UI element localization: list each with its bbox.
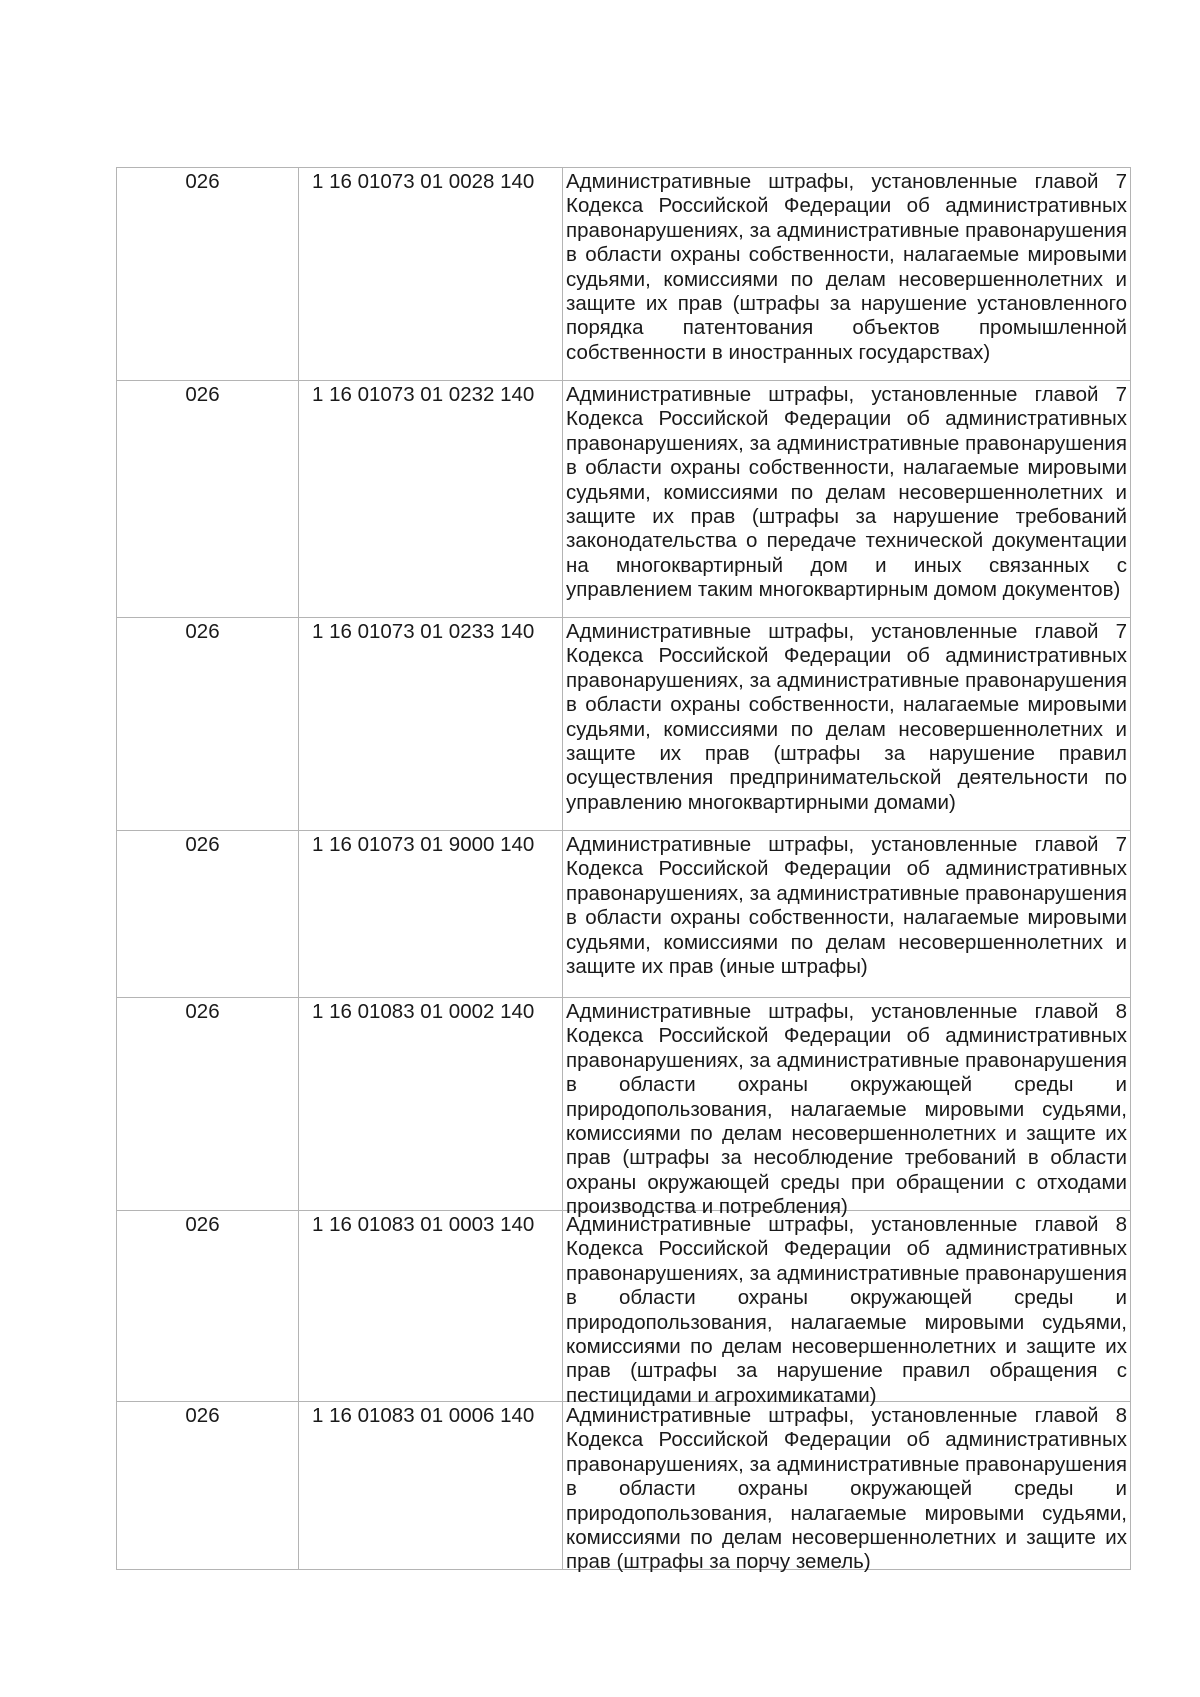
table-row [117, 618, 1131, 831]
description-text: Административные штрафы, установленные главой 7 Кодекса Российской Федерации об административных правонарушениях, за административные правонарушения в области охраны собственности, налагаемые мировыми судьями, комиссиями по делам несовершеннолетних и защите их прав (иные штрафы) [566, 833, 1127, 979]
admin-code: 026 [185, 620, 220, 643]
table-row [117, 381, 1131, 618]
table-body [117, 168, 1131, 1574]
table-row [117, 168, 1131, 381]
description-text: Административные штрафы, установленные главой 8 Кодекса Российской Федерации об административных правонарушениях, за административные правонарушения в области охраны окружающей среды и природопользования, налагаемые мировыми судьями, комиссиями по делам несовершеннолетних и защите их прав (штрафы за нарушение правил обращения с пестицидами и агрохимикатами) [566, 1213, 1127, 1407]
description-text: Административные штрафы, установленные главой 8 Кодекса Российской Федерации об административных правонарушениях, за административные правонарушения в области охраны окружающей среды и природопользования, налагаемые мировыми судьями, комиссиями по делам несовершеннолетних и защите их прав (штрафы за порчу земель) [566, 1404, 1127, 1574]
budget-code: 1 16 01073 01 9000 140 [312, 833, 535, 856]
description-text: Административные штрафы, установленные главой 7 Кодекса Российской Федерации об административных правонарушениях, за административные правонарушения в области охраны собственности, налагаемые мировыми судьями, комиссиями по делам несовершеннолетних и защите их прав (штрафы за нарушение установленного порядка патентования объектов промышленной собственности в иностранных государствах) [566, 170, 1127, 364]
admin-code-cell [117, 168, 299, 381]
table-row [117, 1402, 1131, 1570]
budget-code: 1 16 01083 01 0003 140 [312, 1213, 535, 1236]
budget-code: 1 16 01083 01 0002 140 [312, 1000, 535, 1023]
admin-code-cell [117, 1402, 299, 1570]
budget-code: 1 16 01083 01 0006 140 [312, 1404, 535, 1427]
admin-code: 026 [185, 1404, 220, 1427]
description-cell [563, 168, 1131, 381]
admin-code-cell [117, 998, 299, 1211]
admin-code-cell [117, 831, 299, 998]
budget-codes-table [116, 167, 1131, 1574]
budget-code-cell [299, 1211, 563, 1402]
budget-code-cell [299, 168, 563, 381]
description-text: Административные штрафы, установленные главой 8 Кодекса Российской Федерации об административных правонарушениях, за административные правонарушения в области охраны окружающей среды и природопользования, налагаемые мировыми судьями, комиссиями по делам несовершеннолетних и защите их прав (штрафы за несоблюдение требований в области охраны окружающей среды при обращении с отходами производства и потребления) [566, 1000, 1127, 1219]
admin-code-cell [117, 1211, 299, 1402]
description-cell [563, 998, 1131, 1219]
budget-code-cell [299, 1402, 563, 1570]
admin-code: 026 [185, 383, 220, 406]
budget-code: 1 16 01073 01 0232 140 [312, 383, 535, 406]
budget-code-cell [299, 831, 563, 998]
admin-code: 026 [185, 170, 220, 193]
budget-code: 1 16 01073 01 0233 140 [312, 620, 535, 643]
description-cell [563, 831, 1131, 998]
admin-code-cell [117, 618, 299, 831]
description-text: Административные штрафы, установленные главой 7 Кодекса Российской Федерации об административных правонарушениях, за административные правонарушения в области охраны собственности, налагаемые мировыми судьями, комиссиями по делам несовершеннолетних и защите их прав (штрафы за нарушение требований законодательства о передаче технической документации на многоквартирный дом и иных связанных с управлением таким многоквартирным домом документов) [566, 383, 1127, 602]
description-cell [563, 1402, 1131, 1574]
budget-code-cell [299, 998, 563, 1211]
budget-code: 1 16 01073 01 0028 140 [312, 170, 535, 193]
table-row [117, 831, 1131, 998]
admin-code-cell [117, 381, 299, 618]
admin-code: 026 [185, 833, 220, 856]
description-text: Административные штрафы, установленные главой 7 Кодекса Российской Федерации об административных правонарушениях, за административные правонарушения в области охраны собственности, налагаемые мировыми судьями, комиссиями по делам несовершеннолетних и защите их прав (штрафы за нарушение правил осуществления предпринимательской деятельности по управлению многоквартирными домами) [566, 620, 1127, 814]
budget-code-cell [299, 381, 563, 618]
description-cell [563, 381, 1131, 618]
description-cell [563, 1211, 1131, 1407]
budget-code-cell [299, 618, 563, 831]
admin-code: 026 [185, 1000, 220, 1023]
admin-code: 026 [185, 1213, 220, 1236]
table-row [117, 1211, 1131, 1402]
description-cell [563, 618, 1131, 831]
table-row [117, 998, 1131, 1211]
